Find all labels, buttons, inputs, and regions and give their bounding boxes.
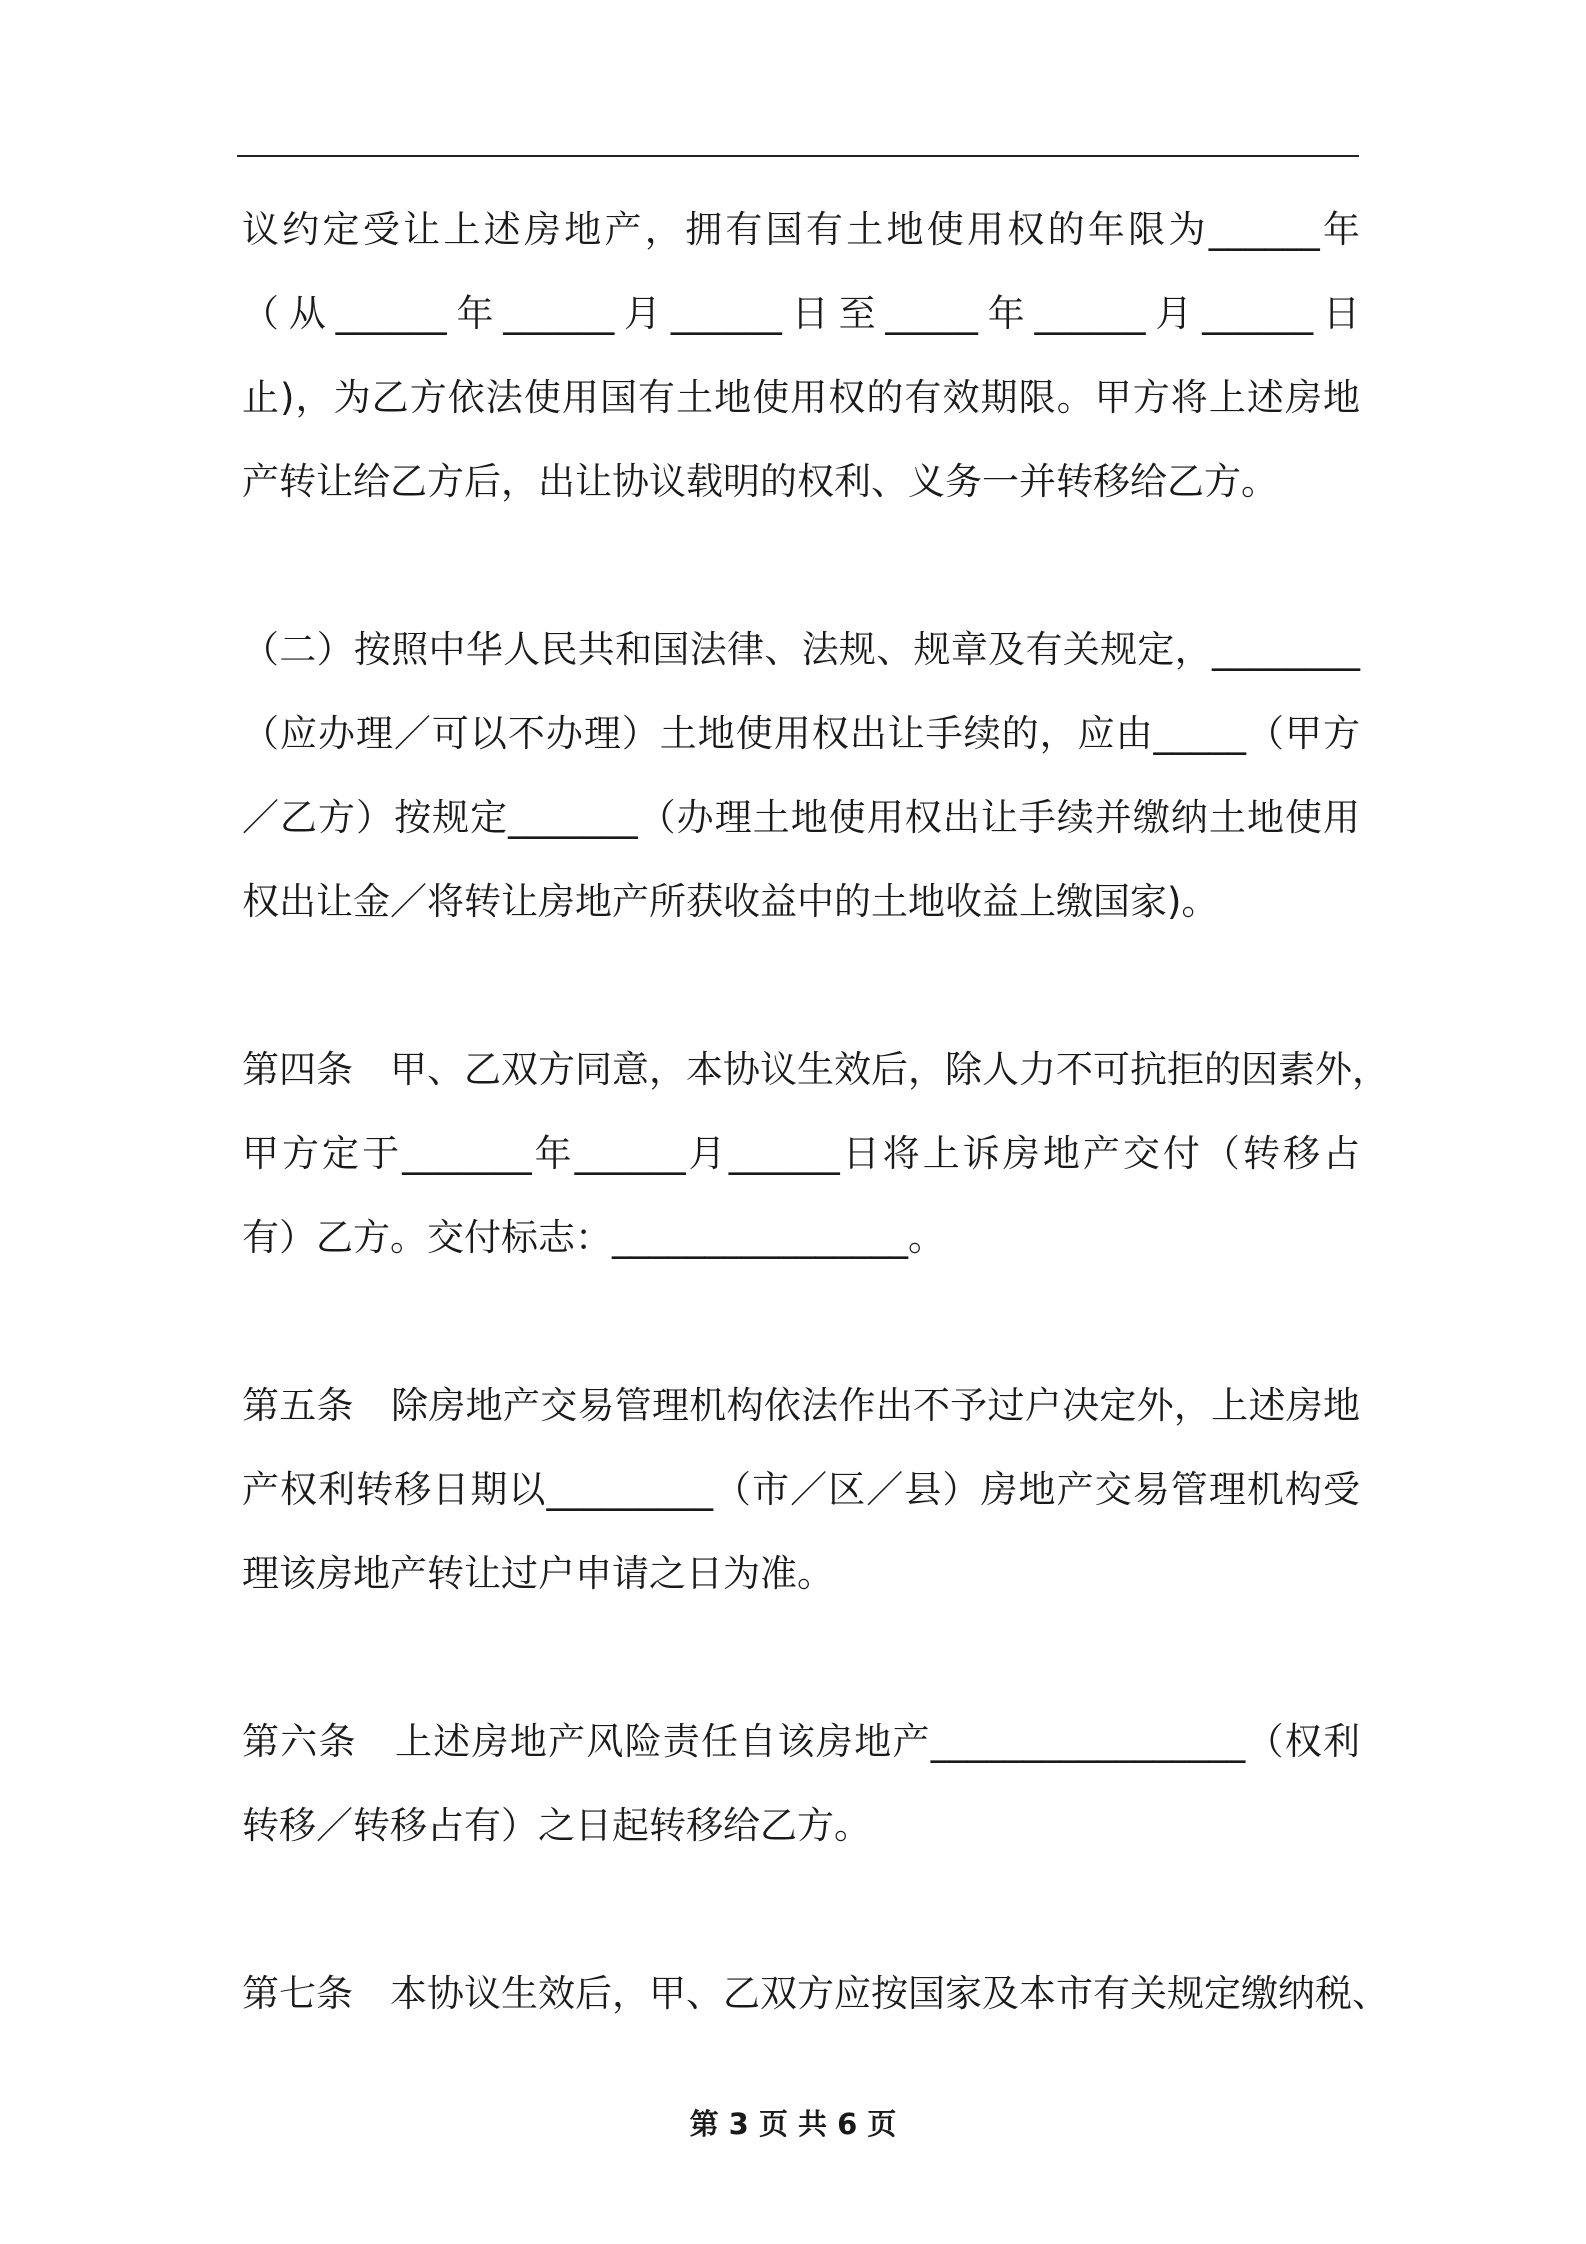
text-line: （从______年______月______日至_____年______月______日 bbox=[242, 292, 1360, 335]
text-line: 第五条 除房地产交易管理机构依法作出不予过户决定外，上述房地 bbox=[242, 1384, 1360, 1427]
text-line: 产转让给乙方后，出让协议载明的权利、义务一并转移给乙方。 bbox=[242, 460, 1278, 503]
text-line: 转移／转移占有）之日起转移给乙方。 bbox=[242, 1804, 871, 1847]
text-line: 第四条 甲、乙双方同意，本协议生效后，除人力不可抗拒的因素外， bbox=[242, 1048, 1389, 1091]
text-line: ／乙方）按规定_______（办理土地使用权出让手续并缴纳土地使用 bbox=[242, 796, 1360, 839]
text-line: 有）乙方。交付标志：________________。 bbox=[242, 1216, 945, 1259]
text-line: 止)，为乙方依法使用国有土地使用权的有效期限。甲方将上述房地 bbox=[242, 376, 1360, 419]
text-line: 第六条 上述房地产风险责任自该房地产_________________（权利 bbox=[242, 1720, 1360, 1763]
header-rule bbox=[237, 155, 1359, 157]
text-line: 议约定受让上述房地产，拥有国有土地使用权的年限为______年 bbox=[242, 208, 1360, 251]
text-line: 甲方定于_______年______月______日将上诉房地产交付（转移占 bbox=[242, 1132, 1360, 1175]
text-line: 理该房地产转让过户申请之日为准。 bbox=[242, 1552, 834, 1595]
text-line: 第七条 本协议生效后，甲、乙双方应按国家及本市有关规定缴纳税、 bbox=[242, 1972, 1389, 2015]
page-number-footer: 第 3 页 共 6 页 bbox=[689, 2107, 897, 2141]
text-line: 权出让金／将转让房地产所获收益中的土地收益上缴国家)。 bbox=[242, 880, 1219, 923]
text-line: 产权利转移日期以_________（市／区／县）房地产交易管理机构受 bbox=[242, 1468, 1360, 1511]
text-line: （应办理／可以不办理）土地使用权出让手续的，应由_____（甲方 bbox=[242, 712, 1360, 755]
text-line: （二）按照中华人民共和国法律、法规、规章及有关规定，________ bbox=[242, 628, 1360, 671]
